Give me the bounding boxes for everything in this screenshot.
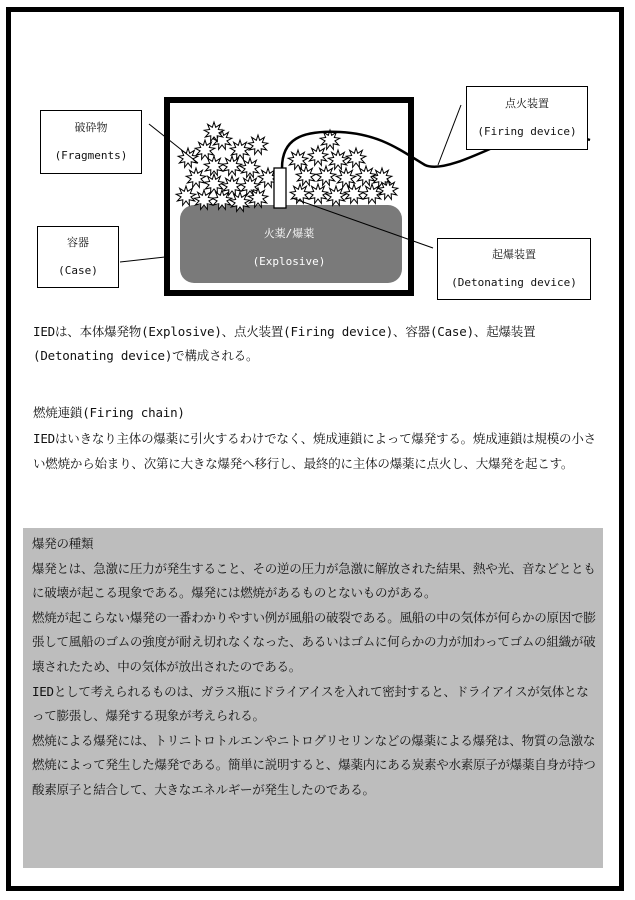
intro-paragraph	[33, 320, 603, 368]
fragments-label-jp: 破砕物	[74, 121, 108, 134]
detonating-device-label-jp: 起爆装置	[492, 248, 536, 261]
case-label-jp: 容器	[67, 236, 89, 249]
firing-chain-heading: 燃焼連鎖(Firing chain)	[33, 405, 185, 420]
firing-chain-body: IEDはいきなり主体の爆薬に引火するわけでなく、焼成連鎖によって爆発する。焼成連鎖は規模の小さい燃焼から始まり、次第に大きな爆発へ移行し、最終的に主体の爆薬に点火し、大爆発を起こす。	[33, 430, 596, 471]
firing-device-label-jp: 点火装置	[505, 97, 549, 110]
explosive-label-en: (Explosive)	[252, 255, 326, 268]
detonating-device-label	[437, 238, 591, 300]
explosion-types-content	[32, 532, 598, 803]
case-label	[37, 226, 119, 288]
detonator-post	[274, 168, 286, 208]
panel-paragraph: 燃焼による爆発には、トリニトロトルエンやニトログリセリンなどの爆薬による爆発は、物質の急激な燃焼によって発生した爆発である。簡単に説明すると、爆薬内にある炭素や水素原子が爆薬自身が持つ酸素原子と結合して、大きなエネルギーが発生したのである。	[32, 732, 596, 797]
case-label-en: (Case)	[58, 264, 98, 277]
detonating-device-label-en: (Detonating device)	[451, 276, 577, 289]
firing-device-leader	[438, 105, 461, 165]
firing-device-label	[466, 86, 588, 150]
explosion-types-panel	[23, 528, 603, 868]
explosive-label	[219, 220, 359, 276]
panel-paragraph: 燃焼が起こらない爆発の一番わかりやすい例が風船の破裂である。風船の中の気体が何らかの原因で膨張して風船のゴムの強度が耐え切れなくなった、あるいはゴムに何らかの力が加わってゴムの組織が破壊されたため、中の気体が放出されたのである。	[32, 609, 596, 674]
firing-device-label-en: (Firing device)	[477, 125, 577, 138]
panel-paragraph: IEDとして考えられるものは、ガラス瓶にドライアイスを入れて密封すると、ドライアイスが気体となって膨張し、爆発する現象が考えられる。	[32, 683, 589, 724]
fragments-label	[40, 110, 142, 174]
fragments-label-en: (Fragments)	[54, 149, 128, 162]
intro-text: IEDは、本体爆発物(Explosive)、点火装置(Firing device)、容器(Case)、起爆装置(Detonating device)で構成される。	[33, 324, 536, 363]
firing-chain-section	[33, 400, 603, 477]
explosive-label-jp: 火薬/爆薬	[263, 227, 315, 240]
explosion-types-heading: 爆発の種類	[32, 536, 94, 551]
case-leader	[120, 257, 165, 262]
panel-paragraph: 爆発とは、急激に圧力が発生すること、その逆の圧力が急激に解放された結果、熱や光、音などとともに破壊が起こる現象である。爆発には燃焼があるものとないものがある。	[32, 560, 596, 601]
